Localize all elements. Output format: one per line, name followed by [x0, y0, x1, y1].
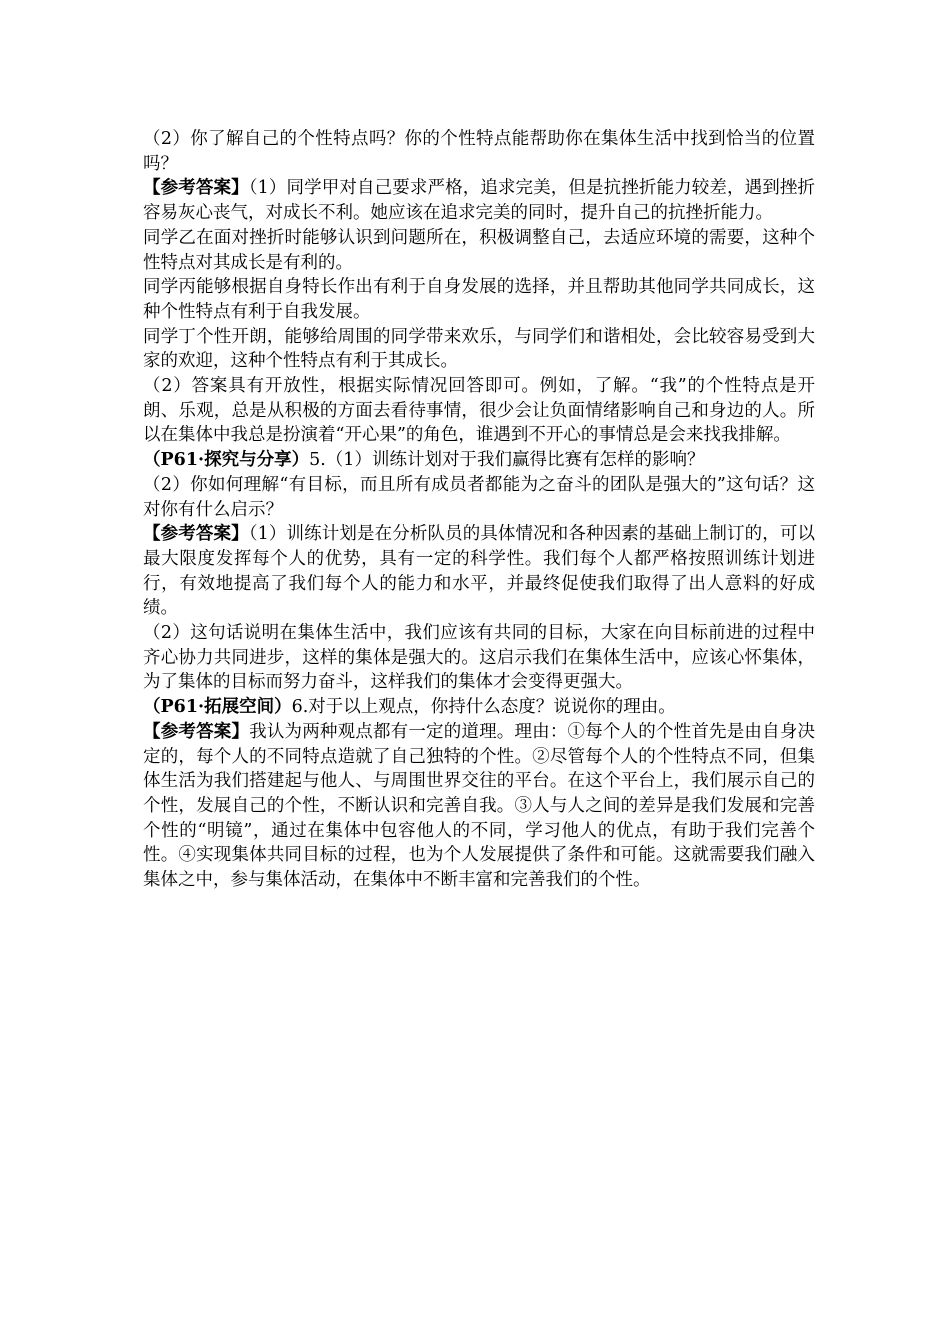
answer-label: 【参考答案】 [143, 721, 250, 742]
answer-4-2 [143, 374, 815, 448]
answer-4-bing-text: 同学丙能够根据自身特长作出有利于自身发展的选择，并且帮助其他同学共同成长，这种个性特点有利于自我发展。 [143, 277, 815, 322]
answer-label: 【参考答案】 [143, 524, 249, 545]
answer-4-1 [143, 176, 815, 225]
answer-5-1-text: （1）训练计划是在分析队员的具体情况和各种因素的基础上制订的，可以最大限度发挥每个人的优势，具有一定的科学性。我们每个人都严格按照训练计划进行，有效地提高了我们每个人的能力和水平，并最终促使我们取得了出人意料的好成绩。 [143, 524, 815, 619]
question-5-2-text: （2）你如何理解“有目标，而且所有成员者都能为之奋斗的团队是强大的”这句话？这对你有什么启示？ [143, 474, 815, 520]
answer-4-1-text: （1）同学甲对自己要求严格，追求完美，但是抗挫折能力较差，遇到挫折容易灰心丧气，对成长不利。她应该在追求完美的同时，提升自己的抗挫折能力。 [143, 178, 815, 224]
answer-6-text: 我认为两种观点都有一定的道理。理由：①每个人的个性首先是由自身决定的，每个人的不同特点造就了自己独特的个性。②尽管每个人的个性特点不同，但集体生活为我们搭建起与他人、与周围世界交往的平台。在这个平台上，我们展示自己的个性，发展自己的个性，不断认识和完善自我。③人与人之间的差异是我们发展和完善个性的“明镜”，通过在集体中包容他人的不同，学习他人的优点，有助于我们完善个性。④实现集体共同目标的过程，也为个人发展提供了条件和可能。这就需要我们融入集体之中，参与集体活动，在集体中不断丰富和完善我们的个性。 [143, 721, 816, 891]
answer-4-2-text: （2）答案具有开放性，根据实际情况回答即可。例如，了解。“我”的个性特点是开朗、乐观，总是从积极的方面去看待事情，很少会让负面情绪影响自己和身边的人。所以在集体中我总是扮演着“开心果”的角色，谁遇到不开心的事情总是会来找我排解。 [143, 376, 815, 446]
answer-4-yi-text: 同学乙在面对挫折时能够认识到问题所在，积极调整自己，去适应环境的需要，这种个性特点对其成长是有利的。 [143, 227, 815, 273]
question-4-2-text: （2）你了解自己的个性特点吗？你的个性特点能帮助你在集体生活中找到恰当的位置吗？ [143, 129, 815, 174]
answer-5-1 [143, 522, 815, 621]
question-5-1-text: 5.（1）训练计划对于我们赢得比赛有怎样的影响？ [309, 450, 705, 471]
answer-5-2 [143, 621, 815, 695]
question-5-2 [143, 473, 815, 522]
question-6-text: 6.对于以上观点，你持什么态度？说说你的理由。 [291, 697, 676, 718]
question-4-2 [143, 127, 815, 176]
document-page [143, 127, 815, 893]
section-5-label: （P61·探究与分享） [143, 450, 310, 471]
answer-4-ding-text: 同学丁个性开朗，能够给周围的同学带来欢乐，与同学们和谐相处，会比较容易受到大家的欢迎，这种个性特点有利于其成长。 [143, 326, 815, 372]
question-6 [143, 695, 815, 720]
answer-label: 【参考答案】 [143, 178, 249, 199]
section-6-label: （P61·拓展空间） [143, 697, 292, 718]
answer-4-bing [143, 275, 815, 324]
answer-5-2-text: （2）这句话说明在集体生活中，我们应该有共同的目标，大家在向目标前进的过程中齐心协力共同进步，这样的集体是强大的。这启示我们在集体生活中，应该心怀集体，为了集体的目标而努力奋斗，这样我们的集体才会变得更强大。 [143, 623, 815, 693]
answer-4-yi [143, 226, 815, 275]
answer-4-ding [143, 325, 815, 374]
question-5-1 [143, 448, 815, 473]
answer-6 [143, 720, 815, 893]
